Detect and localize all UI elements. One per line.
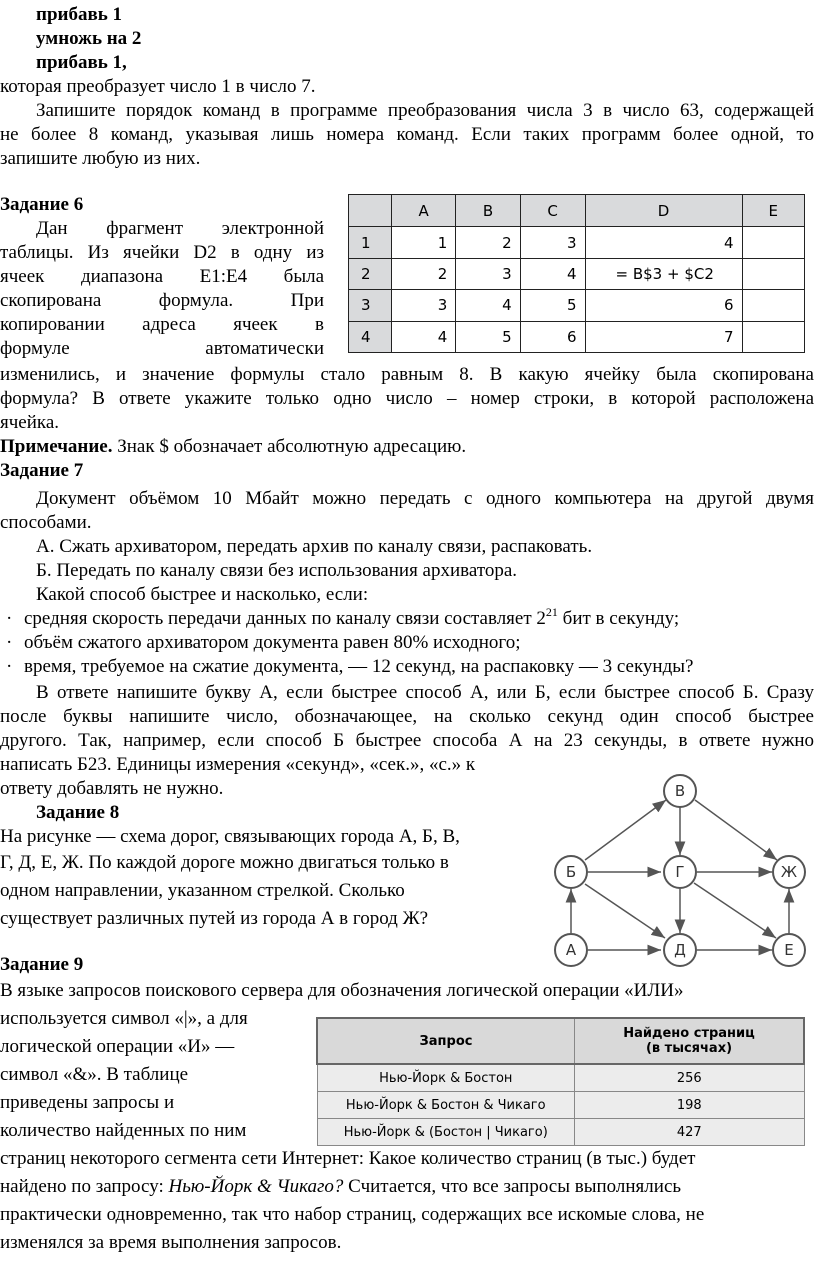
sheet-col-header: B (456, 195, 520, 227)
sheet-row (349, 290, 805, 321)
task8-title: Задание 8 (36, 802, 120, 823)
sheet-row (349, 258, 805, 289)
sheet-header-row (349, 195, 805, 227)
sheet-row-header: 2 (349, 258, 392, 289)
sheet-cell: 2 (456, 227, 520, 258)
text-line: скопирована формула. При (0, 290, 324, 311)
query-col-header: Запрос (317, 1018, 575, 1064)
sheet-cell: 3 (520, 227, 585, 258)
text-line: способами. (0, 512, 92, 533)
line-text: Считается, что все запросы выполнялись (343, 1176, 682, 1197)
city-label-a: А (565, 941, 577, 959)
text-line: страниц некоторого сегмента сети Интернет: Какое количество страниц (в тыс.) будет (0, 1148, 696, 1169)
pages-cell: 256 (575, 1064, 805, 1092)
text-line: В ответе напишите букву А, если быстрее способ А, или Б, если быстрее способ Б. Сразу (36, 682, 814, 703)
pages-header-line: (в тысячах) (645, 1041, 733, 1056)
text-line: А. Сжать архиватором, передать архив по каналу связи, распаковать. (36, 536, 593, 557)
pages-col-header (575, 1018, 805, 1064)
sheet-cell: 3 (392, 290, 456, 321)
query-table-header (317, 1018, 804, 1064)
road-graph (548, 772, 810, 972)
sheet-cell (742, 321, 804, 352)
text-line: другого. Так, например, если способ Б быстрее способа А на 23 секунды, в ответе нужно (0, 730, 814, 751)
text-line: В языке запросов поискового сервера для обозначения логической операции «ИЛИ» (0, 980, 684, 1001)
sheet-cell: 6 (585, 290, 742, 321)
text-line: написать Б23. Единицы измерения «секунд», «сек.», «с.» к (0, 754, 476, 775)
city-label-v: В (674, 782, 686, 800)
sheet-corner (349, 195, 392, 227)
text-line: изменялся за время выполнения запросов. (0, 1232, 342, 1253)
bullet: · (6, 608, 13, 629)
sheet-cell: 4 (392, 321, 456, 352)
road-b-v (585, 800, 666, 860)
pages-cell: 198 (575, 1092, 805, 1119)
power-exponent: 21 (545, 605, 558, 619)
sheet-cell: 3 (456, 258, 520, 289)
text-line: одном направлении, указанном стрелкой. Сколько (0, 880, 405, 901)
text-line: не более 8 команд, указывая лишь номера команд. Если таких программ более одной, то (0, 124, 814, 145)
pages-cell: 427 (575, 1119, 805, 1146)
text-line: существует различных путей из города А в город Ж? (0, 908, 429, 929)
bullet: · (6, 656, 13, 677)
sheet-cell: 4 (520, 258, 585, 289)
sheet-row-header: 1 (349, 227, 392, 258)
sheet-col-header: C (520, 195, 585, 227)
text-line: объём сжатого архиватором документа равен 80% исходного; (24, 632, 521, 653)
sheet-cell: 5 (520, 290, 585, 321)
text-line: копировании адреса ячеек в (0, 314, 324, 335)
bullet-text: средняя скорость передачи данных по каналу связи составляет 2 (24, 608, 546, 629)
sheet-row (349, 227, 805, 258)
query-cell: Нью-Йорк & Бостон (317, 1064, 575, 1092)
text-line: изменились, и значение формулы стало равным 8. В какую ячейку была скопирована (0, 364, 814, 385)
sheet-cell: 4 (585, 227, 742, 258)
text-line: которая преобразует число 1 в число 7. (0, 76, 316, 97)
city-label-d: Д (674, 941, 686, 959)
query-row (317, 1119, 804, 1146)
task6-title: Задание 6 (0, 194, 84, 215)
sheet-formula-cell: = B$3 + $C2 (585, 258, 742, 289)
text-line: используется символ «|», а для (0, 1008, 248, 1029)
text-line: формула? В ответе укажите только одно число – номер строки, в которой расположена (0, 388, 814, 409)
text-line: Запишите порядок команд в программе преобразования числа 3 в число 63, содержащей (36, 100, 814, 121)
task7-title: Задание 7 (0, 460, 84, 481)
sheet-cell: 6 (520, 321, 585, 352)
query-cell: Нью-Йорк & Бостон & Чикаго (317, 1092, 575, 1119)
query-table (316, 1017, 805, 1146)
text-line: Какой способ быстрее и насколько, если: (36, 584, 369, 605)
text-line: Г, Д, Е, Ж. По каждой дороге можно двигаться только в (0, 852, 449, 873)
text-line: ответу добавлять не нужно. (0, 778, 224, 799)
text-line: количество найденных по ним (0, 1120, 247, 1141)
text-line (0, 1176, 681, 1198)
spreadsheet-fragment (348, 194, 805, 353)
text-line: запишите любую из них. (0, 148, 201, 169)
bullet-text: бит в секунду; (557, 608, 680, 629)
sheet-cell: 1 (392, 227, 456, 258)
sheet-row-header: 4 (349, 321, 392, 352)
text-line: таблицы. Из ячейки D2 в одну из (0, 242, 324, 263)
text-line: Документ объёмом 10 Мбайт можно передать с одного компьютера на другой двумя (36, 488, 814, 509)
query-highlight: Нью-Йорк & Чикаго? (168, 1176, 344, 1197)
text-line: ячейка. (0, 412, 60, 433)
text-line: Дан фрагмент электронной (36, 218, 324, 239)
sheet-cell: 2 (392, 258, 456, 289)
sheet-col-header: A (392, 195, 456, 227)
sheet-row-header: 3 (349, 290, 392, 321)
text-line: время, требуемое на сжатие документа, — 12 секунд, на распаковку — 3 секунды? (24, 656, 694, 677)
query-row (317, 1092, 804, 1119)
city-label-g: Г (675, 863, 685, 881)
note-line (0, 436, 466, 458)
line-text: найдено по запросу: (0, 1176, 169, 1197)
text-line: ячеек диапазона E1:E4 была (0, 266, 324, 287)
text-line: Б. Передать по каналу связи без использования архиватора. (36, 560, 518, 581)
command-3: прибавь 1, (36, 52, 127, 73)
city-label-e: Е (784, 941, 794, 959)
road-b-d (585, 884, 665, 938)
sheet-cell (742, 227, 804, 258)
sheet-cell: 7 (585, 321, 742, 352)
sheet-cell (742, 258, 804, 289)
sheet-col-header: E (742, 195, 804, 227)
city-label-b: Б (565, 863, 577, 881)
bullet: · (6, 632, 13, 653)
text-line (24, 605, 680, 630)
sheet-col-header: D (585, 195, 742, 227)
text-line: после буквы напишите число, обозначающее, на сколько секунд один способ быстрее (0, 706, 814, 727)
sheet-cell: 4 (456, 290, 520, 321)
road-v-zh (695, 800, 777, 860)
text-line: приведены запросы и (0, 1092, 175, 1113)
note-label: Примечание. (0, 436, 113, 457)
pages-header-line: Найдено страниц (623, 1026, 755, 1041)
text-line: На рисунке — схема дорог, связывающих города А, Б, В, (0, 826, 460, 847)
text-line: символ «&». В таблице (0, 1064, 189, 1085)
sheet-cell (742, 290, 804, 321)
road-g-e (694, 883, 776, 938)
query-cell: Нью-Йорк & (Бостон | Чикаго) (317, 1119, 575, 1146)
query-row (317, 1064, 804, 1092)
text-line: логической операции «И» — (0, 1036, 235, 1057)
command-1: прибавь 1 (36, 4, 123, 25)
sheet-row (349, 321, 805, 352)
note-text: Знак $ обозначает абсолютную адресацию. (112, 436, 467, 457)
command-2: умножь на 2 (36, 28, 142, 49)
text-line: практически одновременно, так что набор страниц, содержащих все искомые слова, не (0, 1204, 705, 1225)
city-label-zh: Ж (780, 863, 798, 881)
sheet-cell: 5 (456, 321, 520, 352)
task9-title: Задание 9 (0, 954, 84, 975)
text-line: формуле автоматически (0, 338, 324, 359)
